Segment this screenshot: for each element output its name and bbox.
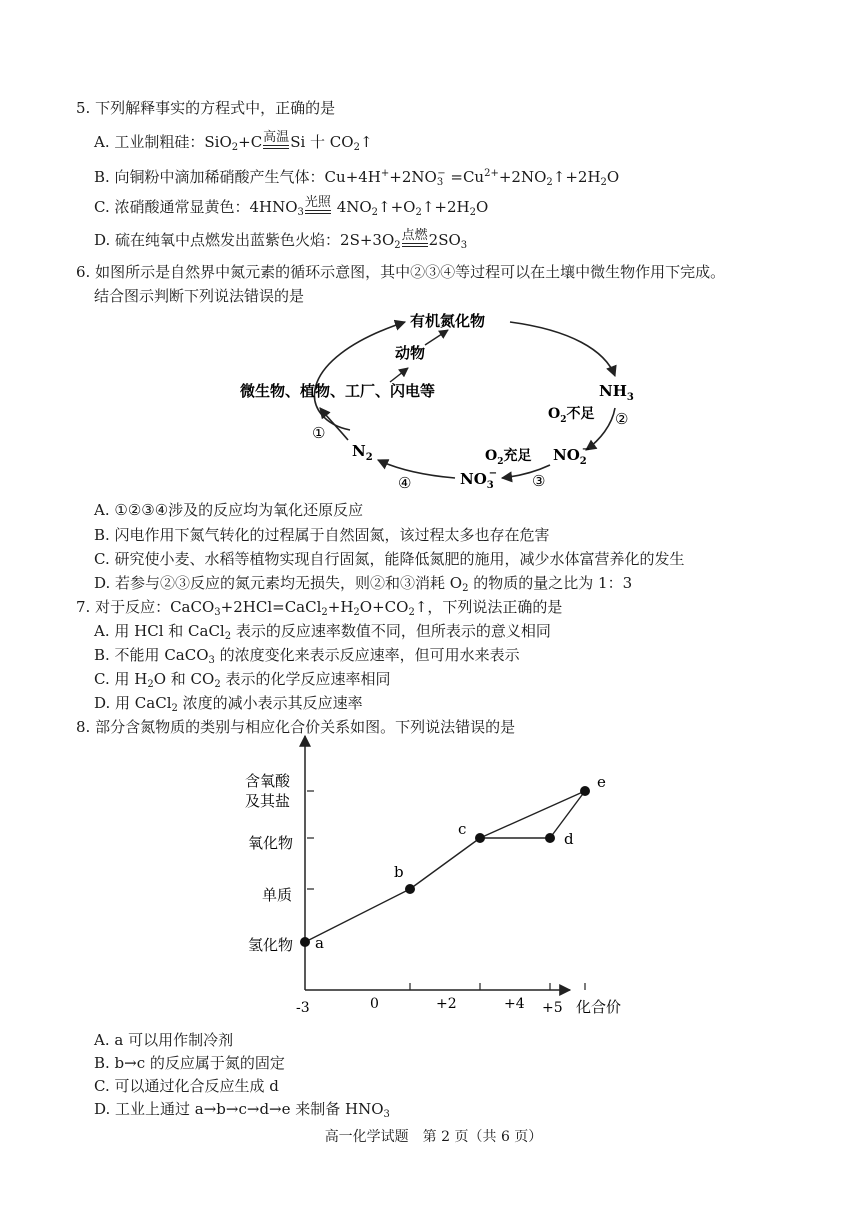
node-organic-nitrogen: 有机氮化物 [410, 312, 486, 330]
y-label-oxyacid-line1: 含氧酸 [245, 772, 291, 790]
x-tick-+2: +2 [436, 996, 457, 1012]
arrow-animal-to-organic [425, 330, 448, 345]
point-label-e: e [597, 773, 606, 791]
node-nh3: $NH_3$ [599, 382, 634, 403]
q5-option-a: A. 工业制粗硅：SiO$_2$+C 高温 Si 十 $CO_2↑$ [94, 130, 373, 153]
node-no2-minus: $NO_2-$ [553, 444, 591, 467]
x-axis-label: 化合价 [576, 998, 622, 1016]
node-n2: $N_2$ [352, 442, 373, 463]
x-tick--3: -3 [296, 1000, 310, 1016]
q6-option-a: A. ①②③④涉及的反应均为氧化还原反应 [94, 501, 364, 519]
condition-light: 光照 [304, 202, 332, 220]
q5-option-b: B. 向铜粉中滴加稀硝酸产生气体：$Cu+4H^++2NO_3^-$ $=Cu^{2+}+2NO_2↑+2H_2O$ [94, 168, 620, 188]
q6-stem-line2: 结合图示判断下列说法错误的是 [94, 287, 305, 305]
q7-option-d: D. 用 CaCl$_2$ 浓度的减小表示其反应速率 [94, 694, 363, 714]
y-label-element: 单质 [262, 886, 293, 904]
page-footer: 高一化学试题 第 2 页（共 6 页） [324, 1129, 543, 1145]
data-points [300, 773, 606, 952]
condition-high-temp: 高温 [262, 137, 290, 155]
q7-option-c: C. 用 $H_2O$ 和 $CO_2$ 表示的化学反应速率相同 [94, 670, 391, 690]
y-label-hydride: 氢化物 [248, 936, 294, 954]
point-label-a: a [315, 934, 324, 952]
q5-option-d: D. 硫在纯氧中点燃发出蓝紫色火焰：$2S+3O_2$ 点燃 $2SO_3$ [94, 228, 468, 251]
axis-tick-marks [307, 791, 585, 990]
condition-ignite: 点燃 [401, 235, 429, 253]
node-sources: 微生物、植物、工厂、闪电等 [240, 382, 436, 400]
q8-option-b: B. b→c 的反应属于氮的固定 [94, 1054, 285, 1072]
point-label-b: b [394, 863, 404, 881]
step-1-label: ① [312, 424, 326, 442]
q8-option-a: A. a 可以用作制冷剂 [94, 1031, 234, 1049]
point-b [405, 884, 415, 894]
x-tick-0: 0 [370, 996, 379, 1012]
point-c [475, 833, 485, 843]
q7-option-a: A. 用 HCl 和 CaCl$_2$ 表示的反应速率数值不同，但所表示的意义相同 [94, 622, 551, 642]
arrow-sources-to-organic [314, 322, 405, 430]
step-3-label: ③ [532, 472, 546, 490]
step-4-label: ④ [398, 474, 412, 492]
q6-option-c: C. 研究使小麦、水稻等植物实现自行固氮，能降低氮肥的施用，减少水体富营养化的发生 [94, 550, 685, 568]
x-tick-+4: +4 [504, 996, 525, 1012]
q8-stem: 8. 部分含氮物质的类别与相应化合价关系如图。下列说法错误的是 [76, 718, 516, 736]
q8-option-c: C. 可以通过化合反应生成 d [94, 1077, 279, 1095]
q7-option-b: B. 不能用 CaCO$_3$ 的浓度变化来表示反应速率，但可用水来表示 [94, 646, 520, 666]
point-e [580, 786, 590, 796]
arrow-no3-to-n2 [378, 460, 455, 478]
node-no3-minus: $NO_3-$ [460, 468, 498, 491]
point-label-c: c [458, 820, 467, 838]
point-label-d: d [564, 830, 574, 848]
q6-option-d: D. 若参与②③反应的氮元素均无损失，则②和③消耗 $O_2$ 的物质的量之比为 1：3 [94, 574, 633, 594]
point-a [300, 937, 310, 947]
label-o2-insufficient: $O_2$不足 [548, 406, 595, 425]
valence-category-chart [230, 728, 650, 1028]
nitrogen-cycle-diagram [220, 300, 660, 500]
y-label-oxyacid-line2: 及其盐 [245, 792, 291, 810]
arrow-organic-to-nh3 [510, 322, 615, 376]
point-d [545, 833, 555, 843]
y-label-oxide: 氧化物 [248, 834, 294, 852]
q7-stem: 7. 对于反应：$CaCO_3+2HCl=CaCl_2+H_2O+CO_2↑$，下列说法正确的是 [76, 598, 563, 618]
line-b-c [410, 838, 480, 889]
connection-lines [305, 791, 585, 942]
node-animal: 动物 [395, 344, 426, 362]
arrow-sources-to-animal [390, 368, 408, 382]
q6-stem-line1: 6. 如图所示是自然界中氮元素的循环示意图，其中②③④等过程可以在土壤中微生物作用下完成。 [76, 263, 726, 281]
q5-option-c: C. 浓硝酸通常显黄色：$4HNO_3$ 光照 $4NO_2↑+O_2↑+2H_2O$ [94, 195, 489, 218]
x-tick-+5: +5 [542, 1000, 563, 1016]
q5-stem: 5. 下列解释事实的方程式中，正确的是 [76, 99, 336, 117]
step-2-label: ② [615, 410, 629, 428]
label-o2-sufficient: $O_2$充足 [485, 448, 532, 467]
q6-option-b: B. 闪电作用下氮气转化的过程属于自然固氮，该过程太多也存在危害 [94, 526, 550, 544]
q8-option-d: D. 工业上通过 a→b→c→d→e 来制备 $HNO_3$ [94, 1100, 390, 1120]
